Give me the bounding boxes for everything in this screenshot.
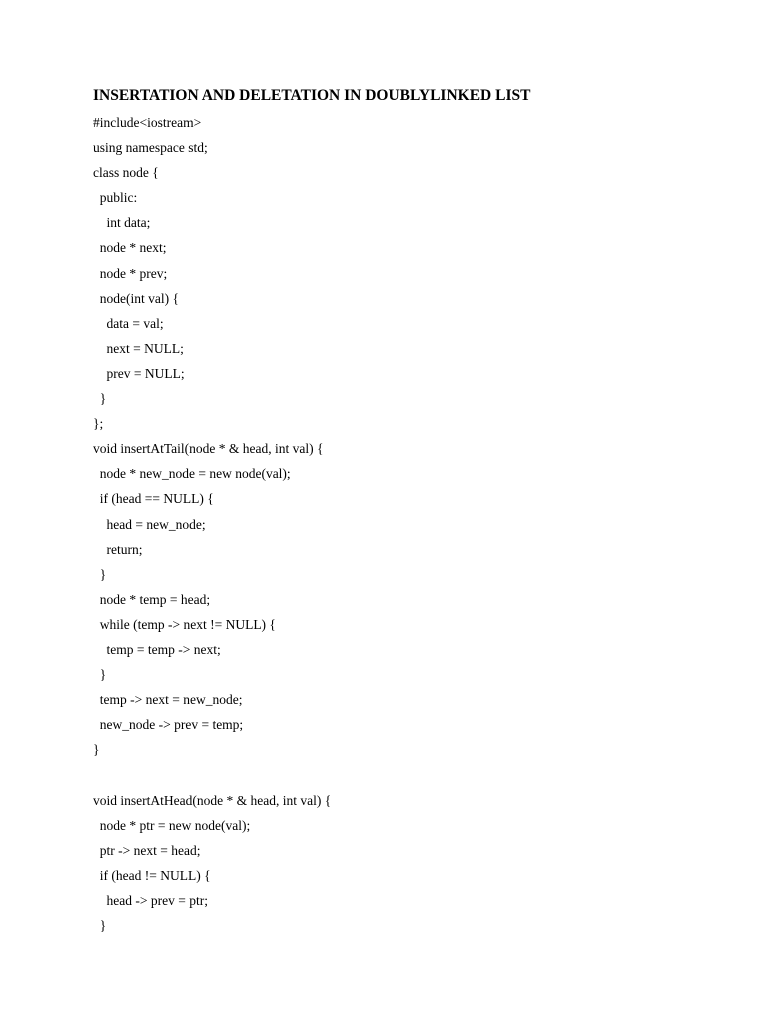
code-line: node * new_node = new node(val); bbox=[93, 466, 291, 482]
code-line: #include<iostream> bbox=[93, 115, 202, 130]
code-line: while (temp -> next != NULL) { bbox=[93, 616, 276, 632]
code-line: } bbox=[93, 742, 100, 758]
code-line: prev = NULL; bbox=[93, 365, 185, 381]
code-line: } bbox=[93, 667, 107, 683]
code-line: temp = temp -> next; bbox=[93, 641, 221, 657]
code-line: node(int val) { bbox=[93, 290, 179, 306]
document-title: INSERTATION AND DELETATION IN DOUBLYLINKED LIST bbox=[93, 87, 531, 104]
code-line: if (head == NULL) { bbox=[93, 491, 214, 507]
code-line: int data; bbox=[93, 215, 151, 231]
code-line: return; bbox=[93, 541, 143, 557]
code-line: new_node -> prev = temp; bbox=[93, 717, 244, 733]
code-line: void insertAtTail(node * & head, int val) { bbox=[93, 441, 324, 457]
code-line: node * prev; bbox=[93, 265, 168, 281]
code-line: if (head != NULL) { bbox=[93, 867, 211, 883]
code-line: node * ptr = new node(val); bbox=[93, 817, 251, 833]
code-line: } bbox=[93, 918, 107, 933]
code-line: void insertAtHead(node * & head, int val) { bbox=[93, 792, 332, 808]
code-line: data = val; bbox=[93, 315, 164, 331]
code-line: node * temp = head; bbox=[93, 591, 211, 607]
code-line: head -> prev = ptr; bbox=[93, 892, 208, 908]
code-line: temp -> next = new_node; bbox=[93, 692, 243, 708]
code-line: ptr -> next = head; bbox=[93, 842, 201, 858]
code-listing bbox=[93, 113, 331, 941]
blank-line bbox=[93, 765, 331, 790]
code-line: class node { bbox=[93, 165, 159, 181]
code-line: }; bbox=[93, 416, 104, 432]
code-line: public: bbox=[93, 190, 138, 206]
code-line: } bbox=[93, 566, 107, 582]
code-line: } bbox=[93, 391, 107, 407]
code-line: head = new_node; bbox=[93, 516, 206, 532]
code-line: node * next; bbox=[93, 240, 167, 256]
code-line: using namespace std; bbox=[93, 140, 208, 156]
code-line: next = NULL; bbox=[93, 340, 184, 356]
